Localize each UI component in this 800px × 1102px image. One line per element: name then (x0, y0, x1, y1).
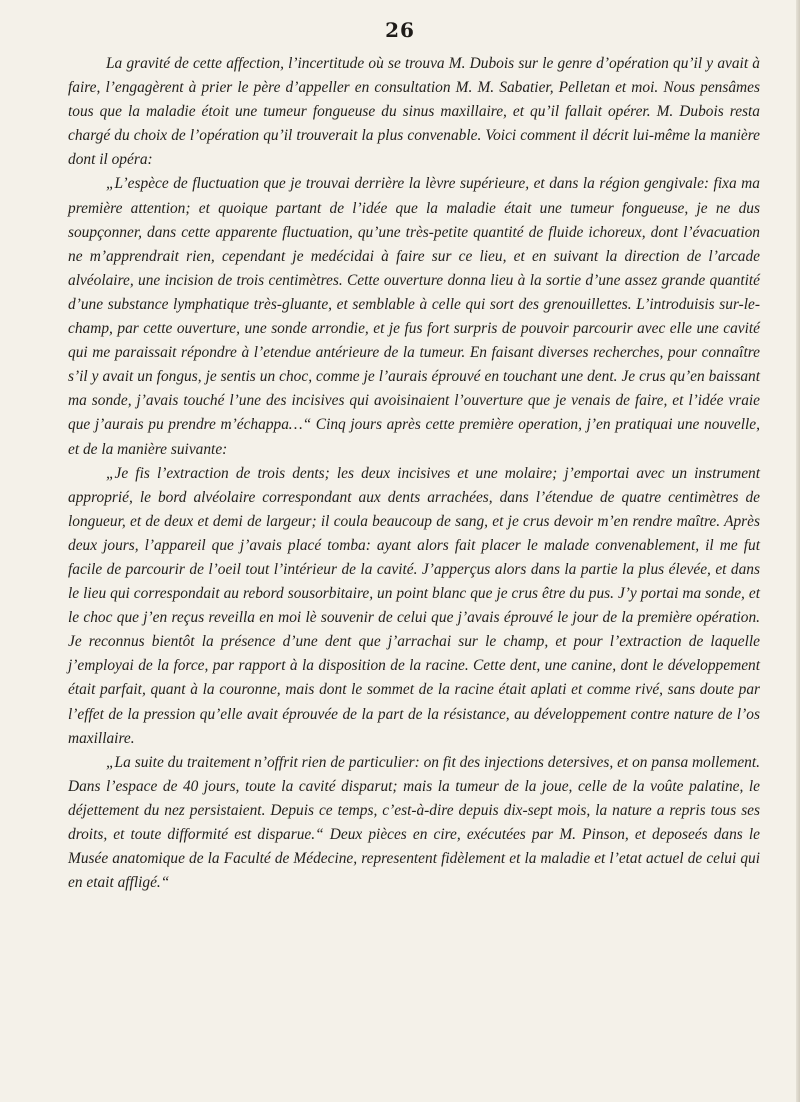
paragraph-4: „La suite du traitement n’offrit rien de particulier: on fit des injections detersives, et on pansa mollement. Dans l’espace de 40 jours, toute la cavité disparut; mais la tumeur de la joue, celle de la voûte palatine, le déjettement du nez persistaient. Depuis ce temps, c’est-à-dire depuis dix-sept mois, la nature a repris tous ses droits, et toute difformité est disparue.“ Deux pièces en cire, exécutées par M. Pinson, et deposeés dans le Musée anatomique de la Faculté de Médecine, representent fidèlement et la maladie et l’etat actuel de celui qui en etait affligé.“ (68, 753, 760, 892)
page-number: 26 (385, 18, 415, 42)
page-edge (796, 0, 800, 1102)
paragraph-1: La gravité de cette affection, l’incertitude où se trouva M. Dubois sur le genre d’opération qu’il y avait à faire, l’engagèrent à prier le père d’appeller en consultation M. M. Sabatier, Pelletan et moi. Nous pensâmes tous que la maladie étoit une tumeur fongueuse du sinus maxillaire, et qu’il fallait opérer. M. Dubois resta chargé du choix de l’opération qu’il trouverait la plus convenable. Voici comment il décrit lui-même la manière dont il opéra: (68, 55, 760, 169)
body-text (68, 52, 760, 895)
paragraph-2: „L’espèce de fluctuation que je trouvai derrière la lèvre supérieure, et dans la région gengivale: fixa ma première attention; et quoique partant de l’idée que la maladie était une tumeur fongueuse, je ne dus soupçonner, dans cette apparente fluctuation, qu’une très-petite quantité de fluide ichoreux, dont l’évacuation ne m’apprendrait rien, cependant je medécidai à faire sur ce lieu, et en suivant la direction de l’arcade alvéolaire, une incision de trois centimètres. Cette ouverture donna lieu à la sortie d’une assez grande quantité d’une substance lymphatique très-gluante, et semblable à celle qui sort des grenouillettes. L’introduisis sur-le-champ, par cette ouverture, une sonde arrondie, et je fus fort surpris de pouvoir parcourir avec elle une cavité qui me paraissait répondre à l’etendue antérieure de la tumeur. En faisant diverses recherches, pour connaître s’il y avait un fongus, je sentis un choc, comme je l’aurais éprouvé en touchant une dent. Je crus qu’en baissant ma sonde, j’avais touché l’une des incisives qui avoisinaient l’ouverture que je venais de faire, et l’idée vraie que j’aurais pu prendre m’échappa…“ Cinq jours après cette première operation, j’en pratiquai une nouvelle, et de la manière suivante: (68, 175, 760, 458)
paragraph-3: „Je fis l’extraction de trois dents; les deux incisives et une molaire; j’emportai avec un instrument approprié, le bord alvéolaire correspondant aux dents arrachées, dans l’étendue de quatre centimètres de longueur, et de deux et demi de largeur; il coula beaucoup de sang, et je crus devoir m’en rendre maître. Après deux jours, l’appareil que j’avais placé tomba: ayant alors fait placer le malade convenablement, il me fut facile de parcourir de l’oeil tout l’intérieur de la cavité. J’apperçus alors dans la partie la plus élevée, et dans le lieu qui correspondait au rebord sousorbitaire, un point blanc que je crus être du pus. J’y portai ma sonde, et le choc que j’en reçus reveilla en moi lè souvenir de celui que j’avais éprouvé le jour de la première opération. Je reconnus bientôt la présence d’une dent que j’arrachai sur le champ, et pour l’extraction de laquelle j’employai de la force, par rapport à la disposition de la racine. Cette dent, une canine, dont le développement était parfait, quant à la couronne, mais dont le sommet de la racine était aplati et comme rivé, sans doute par l’effet de la pression qu’elle avait éprouvée de la part de la résistance, au développement contre nature de l’os maxillaire. (68, 464, 760, 747)
